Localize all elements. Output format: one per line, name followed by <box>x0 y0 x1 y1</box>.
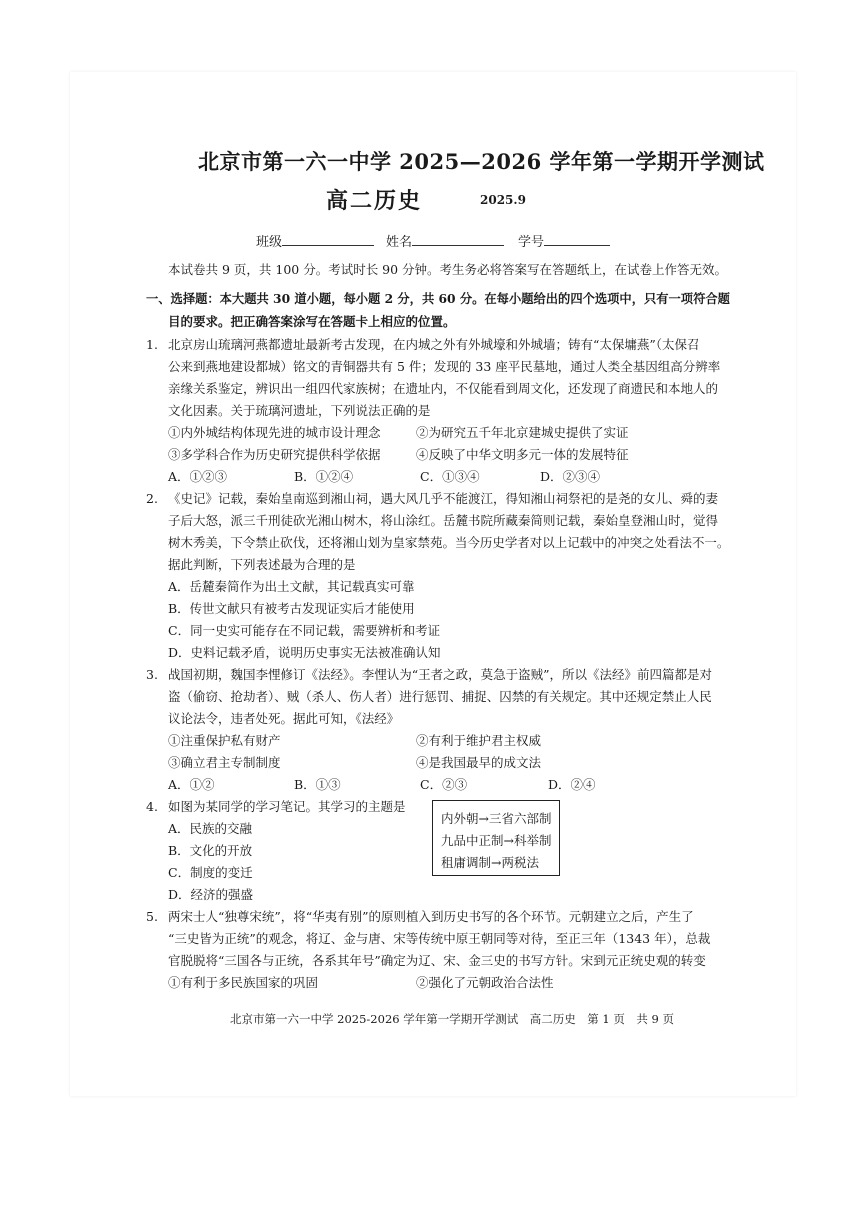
q1-stem-line: 公来到燕地建设都城）铭文的青铜器共有 5 件；发现的 33 座平民墓地，通过人类全基因组高分辨率 <box>168 359 721 374</box>
q3-statement-1: ①注重保护私有财产 <box>168 733 281 748</box>
q2-option-c: C．同一史实可能存在不同记载，需要辨析和考证 <box>168 623 441 638</box>
q3-option-a: A．①② <box>168 777 215 792</box>
q2-option-a: A．岳麓秦简作为出土文献，其记载真实可靠 <box>168 579 415 594</box>
question-number: 1. <box>146 337 158 352</box>
q2-stem-line: 据此判断，下列表述最为合理的是 <box>168 557 356 572</box>
q3-option-c: C．②③ <box>420 777 468 792</box>
q3-statement-4: ④是我国最早的成文法 <box>416 755 542 770</box>
page-footer: 北京市第一六一中学 2025-2026 学年第一学期开学测试 高二历史 第 1 页 共 9 页 <box>230 1012 674 1026</box>
class-blank <box>282 232 374 246</box>
class-label: 班级 <box>256 235 283 250</box>
q3-option-d: D．②④ <box>548 777 596 792</box>
q5-statement-1: ①有利于多民族国家的巩固 <box>168 975 319 990</box>
q1-statement-3: ③多学科合作为历史研究提供科学依据 <box>168 447 381 462</box>
section-heading-line1: 一、选择题：本大题共 30 道小题，每小题 2 分，共 60 分。在每小题给出的四个选项中，只有一项符合题 <box>146 291 730 306</box>
q2-option-b: B．传世文献只有被考古发现证实后才能使用 <box>168 601 415 616</box>
q4-stem: 如图为某同学的学习笔记。其学习的主题是 <box>168 799 406 814</box>
question-number: 5. <box>146 909 158 924</box>
q3-stem-line: 盗（偷窃、抢劫者）、贼（杀人、伤人者）进行惩罚、捕捉、囚禁的有关规定。其中还规定禁止人民 <box>168 689 712 704</box>
q5-stem-line: 官脱脱将“三国各与正统，各系其年号”确定为辽、宋、金三史的书写方针。宋到元正统史观的转变 <box>168 953 706 968</box>
q1-statement-1: ①内外城结构体现先进的城市设计理念 <box>168 425 381 440</box>
q3-stem-line: 议论法令，违者处死。据此可知，《法经》 <box>168 711 400 726</box>
q1-statement-2: ②为研究五千年北京建城史提供了实证 <box>416 425 629 440</box>
instructions: 本试卷共 9 页，共 100 分。考试时长 90 分钟。考生务必将答案写在答题纸上，在试卷上作答无效。 <box>168 262 728 277</box>
q2-stem-line: 《史记》记载，秦始皇南巡到湘山祠，遇大风几乎不能渡江，得知湘山祠祭祀的是尧的女儿、舜的妻 <box>168 491 719 506</box>
class-field <box>256 231 374 250</box>
q2-stem-line: 子后大怒，派三千刑徒砍光湘山树木，将山涂红。岳麓书院所藏秦简则记载，秦始皇登湘山时，觉得 <box>168 513 719 528</box>
q3-statement-2: ②有利于维护君主权威 <box>416 733 542 748</box>
exam-title: 北京市第一六一中学 2025—2026 学年第一学期开学测试 <box>198 149 765 174</box>
student-id-label: 学号 <box>518 235 545 250</box>
question-number: 2. <box>146 491 158 506</box>
q1-option-a: A．①②③ <box>168 469 228 484</box>
q1-stem-line: 北京房山琉璃河燕都遗址最新考古发现，在内城之外有外城壕和外城墙；铸有“太保墉燕”（太保召 <box>168 337 700 352</box>
q4-option-b: B．文化的开放 <box>168 843 253 858</box>
subject-title: 高二历史 <box>326 188 423 214</box>
q1-option-d: D．②③④ <box>540 469 601 484</box>
q1-stem-line: 文化因素。关于琉璃河遗址，下列说法正确的是 <box>168 403 431 418</box>
q5-stem-line: 两宋士人“独尊宋统”，将“华夷有别”的原则植入到历史书写的各个环节。元朝建立之后，产生了 <box>168 909 694 924</box>
q4-option-a: A．民族的交融 <box>168 821 253 836</box>
q4-option-d: D．经济的强盛 <box>168 887 254 902</box>
study-notes-box <box>432 800 560 876</box>
q2-option-d: D．史料记载矛盾，说明历史事实无法被准确认知 <box>168 645 441 660</box>
q5-stem-line: “三史皆为正统”的观念，将辽、金与唐、宋等传统中原王朝同等对待，至正三年（1343 年），总裁 <box>168 931 711 946</box>
q4-option-c: C．制度的变迁 <box>168 865 253 880</box>
q1-statement-4: ④反映了中华文明多元一体的发展特征 <box>416 447 629 462</box>
section-heading-line2: 目的要求。把正确答案涂写在答题卡上相应的位置。 <box>168 314 456 329</box>
q1-option-c: C．①③④ <box>420 469 480 484</box>
student-id-blank <box>544 232 610 246</box>
q3-stem-line: 战国初期，魏国李悝修订《法经》。李悝认为“王者之政，莫急于盗贼”，所以《法经》前四篇都是对 <box>168 667 713 682</box>
q3-option-b: B．①③ <box>294 777 341 792</box>
q3-statement-3: ③确立君主专制制度 <box>168 755 281 770</box>
name-label: 姓名 <box>386 235 413 250</box>
note-line: 九品中正制→科举制 <box>441 833 552 848</box>
q2-stem-line: 树木秀美，下令禁止砍伐，还将湘山划为皇家禁苑。当今历史学者对以上记载中的冲突之处看法不一。 <box>168 535 730 550</box>
name-blank <box>412 232 504 246</box>
q1-stem-line: 亲缘关系鉴定，辨识出一组四代家族树；在遗址内，不仅能看到周文化，还发现了商遗民和本地人的 <box>168 381 719 396</box>
q1-option-b: B．①②④ <box>294 469 354 484</box>
note-line: 内外朝→三省六部制 <box>441 811 552 826</box>
q5-statement-2: ②强化了元朝政治合法性 <box>416 975 554 990</box>
name-field <box>386 231 504 250</box>
question-number: 4. <box>146 799 158 814</box>
question-number: 3. <box>146 667 158 682</box>
note-line: 租庸调制→两税法 <box>441 855 539 870</box>
exam-date: 2025.9 <box>480 193 526 207</box>
student-id-field <box>518 231 610 250</box>
